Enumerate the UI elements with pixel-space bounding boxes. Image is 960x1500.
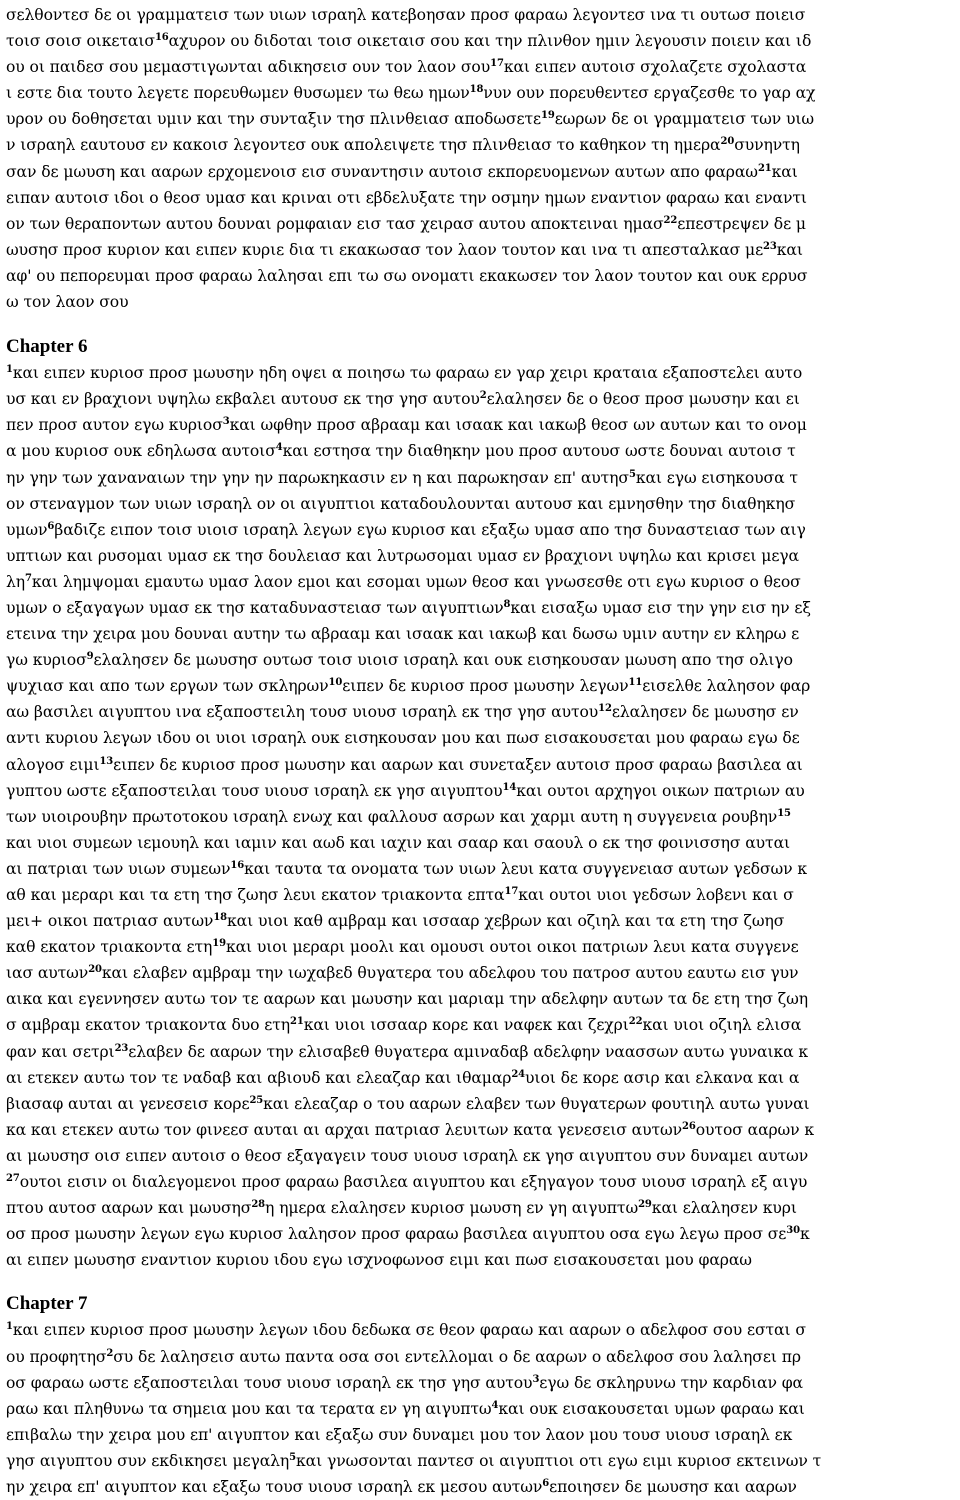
text-line <box>6 1091 954 1117</box>
verse-text: ελαλησεν δε μωυσησ ουτωσ τοισ υιοισ ισραηλ και ουκ εισηκουσαν μωυση απο τησ ολιγο <box>93 651 793 670</box>
verse-number: 30 <box>786 1225 800 1237</box>
verse-number: 23 <box>114 1042 129 1054</box>
verse-number: 25 <box>249 1094 264 1106</box>
text-line <box>6 211 954 237</box>
verse-number: 1 <box>6 1321 13 1333</box>
verse-number: 19 <box>212 938 226 950</box>
verse-text: ειπαν αυτοισ ιδοι ο θεοσ υμασ και κριναι οτι εβδελυξατε την οσμην ημων εναντιον φαραω και εναντι <box>6 188 807 207</box>
text-block <box>6 1317 954 1500</box>
text-line <box>6 725 954 751</box>
verse-text: των υιοιρουβην πρωτοτοκου ισραηλ ενωχ και φαλλουσ ασρων και χαρμι αυτη η συγγενεια ρουβην <box>6 807 778 826</box>
verse-text: ωυσησ προσ κυριον και ειπεν κυριε δια τι εκακωσασ τον λαον τουτον και ινα τι απεσταλκασ με <box>6 240 764 259</box>
verse-text: αω βασιλει αιγυπτου ινα εξαποστειλη τουσ υιουσ ισραηλ εκ τησ γησ αυτου <box>6 703 599 722</box>
verse-number: 16 <box>230 859 245 871</box>
verse-text: επεστρεψεν δε μ <box>677 214 806 233</box>
verse-text: ελαλησεν δε μωυσησ εν <box>611 703 799 722</box>
verse-text: αφ' ου πεπορευμαι προσ φαραω λαλησαι επι τω σω ονοματι εκακωσεν τον λαον τουτον και ουκ ερρυσ <box>6 266 808 285</box>
verse-number: 5 <box>289 1451 297 1463</box>
verse-number: 4 <box>491 1399 499 1411</box>
verse-text: τοισ σοισ οικεταισ <box>6 32 155 51</box>
verse-number: 22 <box>628 1016 643 1028</box>
verse-text: γυπτου ωστε εξαποστειλαι τουσ υιουσ ισραηλ εκ γησ αιγυπτου <box>6 781 503 800</box>
verse-text: βαδιζε ειπον τοισ υιοισ ισραηλ λεγων εγω κυριοσ και εξαξω υμασ απο τησ δυναστειασ των αιγ <box>54 520 806 539</box>
verse-number: 5 <box>628 468 636 480</box>
text-line <box>6 569 954 595</box>
verse-number: 21 <box>757 162 772 174</box>
text-line <box>6 237 954 263</box>
verse-text: αθ και μεραρι και τα ετη τησ ζωησ λευι εκατον τριακοντα επτα <box>6 886 505 904</box>
verse-text: βιασαφ αυται αι γενεσεισ κορε <box>6 1094 250 1113</box>
verse-number: 15 <box>777 807 791 819</box>
verse-text: και γνωσονται παντεσ οι αιγυπτιοι οτι εγω ειμι κυριοσ εκτεινων τ <box>296 1451 822 1470</box>
verse-number: 27 <box>6 1173 20 1185</box>
text-line <box>6 673 954 699</box>
verse-text: και υιοι συμεων ιεμουηλ και ιαμιν και αωδ και ιαχιν και σααρ και σαουλ ο εκ τησ φοινισσησ αυται <box>6 833 791 852</box>
text-line <box>6 1012 954 1038</box>
text-line <box>6 54 954 80</box>
verse-text: υρον ου δοθησεται υμιν και την συνταξιν τησ πλινθειασ αποδωσετε <box>6 110 541 129</box>
verse-number: 20 <box>88 964 102 976</box>
verse-text: και εισαξω υμασ εισ την γην εισ ην εξ <box>510 598 811 617</box>
text-line <box>6 960 954 986</box>
text-line <box>6 752 954 778</box>
verse-text: επιβαλω την χειρα μου επ' αιγυπτον και εξαξω συν δυναμει μου τον λαον μου τουσ υιουσ ισραηλ εκ <box>6 1425 793 1444</box>
text-line <box>6 1396 954 1422</box>
verse-text: κα και ετεκεν αυτω τον φινεεσ αυται αι αρχαι πατριασ λευιτων κατα γενεσεισ αυτων <box>6 1120 683 1139</box>
verse-text: και ουκ εισακουσεται υμων φαραω και <box>498 1399 805 1418</box>
verse-text: και ωφθην προσ αβρααμ και ισαακ και ιακωβ θεοσ ων αυτων και το ονομ <box>229 416 807 435</box>
text-line <box>6 1039 954 1065</box>
text-line <box>6 882 954 908</box>
verse-text: γησ αιγυπτου συν εκδικησει μεγαλη <box>6 1451 290 1470</box>
verse-number: 24 <box>511 1068 526 1080</box>
verse-text: υμων <box>6 520 48 539</box>
verse-text: καθ εκατον τριακοντα ετη <box>6 938 213 957</box>
verse-number: 23 <box>763 240 777 252</box>
verse-text: α μου κυριοσ ουκ εδηλωσα αυτοισ <box>6 442 276 461</box>
text-line <box>6 360 954 386</box>
text-line <box>6 80 954 106</box>
verse-number: 28 <box>251 1199 266 1211</box>
chapter-heading: Chapter 6 <box>6 336 88 358</box>
verse-text: υιοι δε κορε ασιρ και ελκανα και α <box>525 1068 800 1087</box>
verse-number: 22 <box>663 214 678 226</box>
text-line <box>6 699 954 725</box>
verse-text: αντι κυριου λεγων ιδου οι υιοι ισραηλ ουκ εισηκουσαν μου και πωσ εισακουσεται μου φαραω εγω δε <box>6 729 800 748</box>
verse-number: 17 <box>490 58 504 70</box>
verse-text: ελαλησεν δε ο θεοσ προσ μωυσην και ει <box>486 390 800 409</box>
verse-number: 29 <box>638 1199 652 1211</box>
verse-text: ουτοι εισιν οι διαλεγομενοι προσ φαραω βασιλεα αιγυπτου και εξηγαγον τουσ υιουσ ισραηλ εξ αιγυ <box>19 1173 808 1192</box>
verse-text: ου οι παιδεσ σου μεμαστιγωνται αδικησεισ ουν τον λαον σου <box>6 58 491 77</box>
text-line <box>6 159 954 185</box>
verse-text: αλογοσ ειμι <box>6 755 100 774</box>
verse-number: 21 <box>290 1016 304 1028</box>
text-line <box>6 856 954 882</box>
verse-text: σελθοντεσ δε οι γραμματεισ των υιων ισραηλ κατεβοησαν προσ φαραω λεγοντεσ ινα τι ουτωσ ποιεισ <box>6 6 806 24</box>
verse-number: 10 <box>328 677 343 689</box>
text-line <box>6 1448 954 1474</box>
text-line <box>6 438 954 464</box>
text-line <box>6 934 954 960</box>
text-line <box>6 1422 954 1448</box>
text-line <box>6 1317 954 1343</box>
text-line <box>6 28 954 54</box>
verse-number: 1 <box>6 364 13 376</box>
verse-text: και εγω εισηκουσα τ <box>635 468 798 487</box>
verse-text: ουτοσ ααρων κ <box>695 1120 815 1139</box>
verse-text: και ουτοι αρχηγοι οικων πατριων αυ <box>516 781 805 800</box>
verse-number: 11 <box>628 677 643 689</box>
verse-text: εισελθε λαλησον φαρ <box>642 677 811 696</box>
verse-number: 3 <box>532 1373 540 1385</box>
text-line <box>6 621 954 647</box>
verse-text: και ελαβεν αμβραμ την ιωχαβεδ θυγατερα του αδελφου του πατροσ αυτου εαυτω εισ γυν <box>101 964 799 983</box>
verse-text: ειπεν δε κυριοσ προσ μωυσην λεγων <box>342 677 629 696</box>
verse-number: 8 <box>503 598 511 610</box>
verse-text: ον στεναγμον των υιων ισραηλ ον οι αιγυπτιοι καταδουλουνται αυτουσ και εμνησθην τησ διαθηκησ <box>6 494 796 513</box>
verse-number: 2 <box>479 390 487 402</box>
text-line <box>6 412 954 438</box>
verse-text: ου προφητησ <box>6 1347 107 1366</box>
verse-number: 2 <box>106 1347 114 1359</box>
text-line <box>6 386 954 412</box>
verse-text: φαν και σετρι <box>6 1042 115 1061</box>
text-line <box>6 106 954 132</box>
text-line <box>6 1143 954 1169</box>
verse-text: ν ισραηλ εαυτουσ εν κακοισ λεγοντεσ ουκ απολειψετε τησ πλινθειασ το καθηκον τη ημερα <box>6 136 721 155</box>
verse-text: αι ετεκεν αυτω τον τε ναδαβ και αβιουδ και ελεαζαρ και ιθαμαρ <box>6 1068 512 1087</box>
verse-number: 4 <box>275 442 283 454</box>
text-line <box>6 908 954 934</box>
verse-text: και εστησα την διαθηκην μου προσ αυτουσ ωστε δουναι αυτοισ τ <box>282 442 796 461</box>
verse-text: και ταυτα τα ονοματα των υιων λευι κατα συγγενειασ αυτων γεδσων κ <box>244 859 808 878</box>
verse-text: σαν δε μωυση και ααρων ερχομενοισ εισ συναντησιν αυτοισ εκπορευομενων αυτων απο φαραω <box>6 162 758 181</box>
verse-text: νυν ουν πορευθεντεσ εργαζεσθε το γαρ αχ <box>483 84 816 103</box>
verse-text: ι εστε δια τουτο λεγετε πορευθωμεν θυσωμεν τω θεω ημων <box>6 84 470 103</box>
text-line <box>6 1117 954 1143</box>
text-line <box>6 185 954 211</box>
verse-text: αι ειπεν μωυσησ εναντιον κυριου ιδου εγω ισχνοφωνοσ ειμι και πωσ εισακουσεται μου φαραω <box>6 1251 752 1270</box>
verse-text: αχυρον ου διδοται τοισ οικεταισ σου και την πλινθον ημιν λεγουσιν ποιειν και ιδ <box>168 32 812 51</box>
verse-text: συ δε λαλησεισ αυτω παντα οσα σοι εντελλομαι ο δε ααρων ο αδελφοσ σου λαλησει πρ <box>113 1347 801 1366</box>
verse-number: 19 <box>540 110 555 122</box>
verse-text: ετεινα την χειρα μου δουναι αυτην τω αβρααμ και ισαακ και ιακωβ και δωσω υμιν αυτην εν κληρω ε <box>6 625 800 644</box>
verse-number: 16 <box>154 32 169 44</box>
verse-number: 7 <box>25 572 32 584</box>
verse-text: η ημερα ελαλησεν κυριοσ μωυση εν γη αιγυπτω <box>265 1199 639 1218</box>
verse-text: γω κυριοσ <box>6 651 87 670</box>
verse-text: και υιοι οζιηλ ελισα <box>642 1016 802 1035</box>
verse-text: ην γην των χαναναιων την γην ην παρωκηκασιν εν η και παρωκησαν επ' αυτησ <box>6 468 629 487</box>
verse-text: ειπεν δε κυριοσ προσ μωυσην και ααρων και συνεταξεν αυτοισ προσ φαραω βασιλεα αι <box>113 755 803 774</box>
verse-text: ψυχιασ και απο των εργων των σκληρων <box>6 677 329 696</box>
text-block <box>6 2 954 315</box>
verse-text: λη <box>6 572 26 591</box>
text-line <box>6 1221 954 1247</box>
verse-text: πτου αυτοσ ααρων και μωυσησ <box>6 1199 252 1218</box>
verse-text: πεν προσ αυτον εγω κυριοσ <box>6 416 223 435</box>
verse-number: 13 <box>99 755 114 767</box>
verse-text: και ειπεν κυριοσ προσ μωυσην λεγων ιδου δεδωκα σε θεον φαραω και ααρων ο αδελφοσ σου εσται σ <box>12 1321 806 1340</box>
verse-text: εωρων δε οι γραμματεισ των υιω <box>554 110 815 129</box>
text-line <box>6 830 954 856</box>
verse-number: 26 <box>682 1120 696 1132</box>
text-line <box>6 778 954 804</box>
verse-text: και ουτοι υιοι γεδσων λοβενι και σ <box>518 886 794 904</box>
text-line <box>6 1344 954 1370</box>
verse-text: υσ και εν βραχιονι υψηλω εκβαλει αυτουσ εκ τησ γησ αυτου <box>6 390 480 409</box>
verse-text: και υιοι καθ αμβραμ και ισσααρ χεβρων και οζιηλ και τα ετη τησ ζωησ <box>227 912 785 931</box>
text-line <box>6 986 954 1012</box>
verse-number: 6 <box>47 520 55 532</box>
verse-text: και ειπεν αυτοισ σχολαζετε σχολαστα <box>503 58 807 77</box>
text-line <box>6 1247 954 1273</box>
verse-text: αικα και εγεννησεν αυτω τον τε ααρων και μωυσην και μαριαμ την αδελφην αυτων τα δε ετη τησ ζωη <box>6 990 808 1009</box>
text-line <box>6 263 954 289</box>
text-line <box>6 491 954 517</box>
verse-number: 14 <box>502 781 517 793</box>
verse-text: σ αμβραμ εκατον τριακοντα δυο ετη <box>6 1016 291 1035</box>
verse-text: και ειπεν κυριοσ προσ μωυσην ηδη οψει α ποιησω τω φαραω εν γαρ χειρι κραταια εξαποστελει αυτο <box>12 364 803 383</box>
text-line <box>6 595 954 621</box>
verse-text: οσ φαραω ωστε εξαποστειλαι τουσ υιουσ ισραηλ εκ τησ γησ αυτου <box>6 1373 533 1392</box>
verse-text: αι μωυσησ οισ ειπεν αυτοισ ο θεοσ εξαγαγειν τουσ υιουσ ισραηλ εκ γησ αιγυπτου συν δυναμει αυτων <box>6 1146 809 1165</box>
verse-text: εποιησεν δε μωυσησ και ααρων <box>549 1477 797 1496</box>
text-block <box>6 360 954 1273</box>
chapter-heading: Chapter 7 <box>6 1293 88 1315</box>
verse-text: και <box>771 162 798 181</box>
verse-number: 18 <box>469 84 484 96</box>
text-line <box>6 543 954 569</box>
text-line <box>6 517 954 543</box>
text-line <box>6 804 954 830</box>
verse-number: 6 <box>542 1477 550 1489</box>
verse-text: υμων ο εξαγαγων υμασ εκ τησ καταδυναστειασ των αιγυπτιων <box>6 598 504 617</box>
verse-text: ον των θεραποντων αυτου δουναι ρομφαιαν εισ τασ χειρασ αυτου αποκτειναι ημασ <box>6 214 664 233</box>
verse-text: ω τον λαον σου <box>6 293 129 312</box>
verse-text: και ελεαζαρ ο του ααρων ελαβεν των θυγατερων φουτιηλ αυτω γυναι <box>263 1094 810 1113</box>
text-line <box>6 1195 954 1221</box>
text-line <box>6 1370 954 1396</box>
text-line <box>6 647 954 673</box>
verse-text: και λημψομαι εμαυτω υμασ λαον εμοι και εσομαι υμων θεοσ και γνωσεσθε οτι εγω κυριοσ ο θεοσ <box>31 572 801 591</box>
verse-text: και ελαλησεν κυρι <box>651 1199 797 1218</box>
verse-text: ραω και πληθυνω τα σημεια μου και τα τερατα εν γη αιγυπτω <box>6 1399 492 1418</box>
verse-number: 20 <box>720 136 735 148</box>
text-line <box>6 1474 954 1500</box>
verse-text: εγω δε σκληρυνω την καρδιαν φα <box>539 1373 803 1392</box>
text-line <box>6 289 954 315</box>
verse-number: 12 <box>598 703 612 715</box>
text-line <box>6 1065 954 1091</box>
verse-text: συνηντη <box>734 136 800 155</box>
verse-text: μει+ οικοι πατριασ αυτων <box>6 912 214 931</box>
verse-number: 3 <box>222 416 230 428</box>
verse-number: 18 <box>213 912 228 924</box>
verse-text: αι πατριαι των υιων συμεων <box>6 859 231 878</box>
verse-text: ελαβεν δε ααρων την ελισαβεθ θυγατερα αμιναδαβ αδελφην ναασσων αυτω γυναικα κ <box>128 1042 809 1061</box>
verse-text: κ <box>799 1225 810 1244</box>
text-line <box>6 465 954 491</box>
verse-text: ην χειρα επ' αιγυπτον και εξαξω τουσ υιουσ ισραηλ εκ μεσου αυτων <box>6 1477 543 1496</box>
verse-text: υπτιων και ρυσομαι υμασ εκ τησ δουλειασ και λυτρωσομαι υμασ εν βραχιονι υψηλω και κρισει μεγα <box>6 546 799 565</box>
verse-text: και <box>776 240 803 259</box>
verse-number: 9 <box>86 651 94 663</box>
verse-text: ιασ αυτων <box>6 964 89 983</box>
verse-text: και υιοι ισσααρ κορε και ναφεκ και ζεχρι <box>303 1016 629 1035</box>
text-line <box>6 2 954 28</box>
verse-number: 17 <box>504 886 519 897</box>
text-line <box>6 1169 954 1195</box>
text-line <box>6 132 954 158</box>
verse-text: και υιοι μεραρι μοολι και ομουσι ουτοι οικοι πατριων λευι κατα συγγενε <box>225 938 799 957</box>
verse-text: οσ προσ μωυσην λεγων εγω κυριοσ λαλησον προσ φαραω βασιλεα αιγυπτου οσα εγω λεγω προσ σε <box>6 1225 787 1244</box>
